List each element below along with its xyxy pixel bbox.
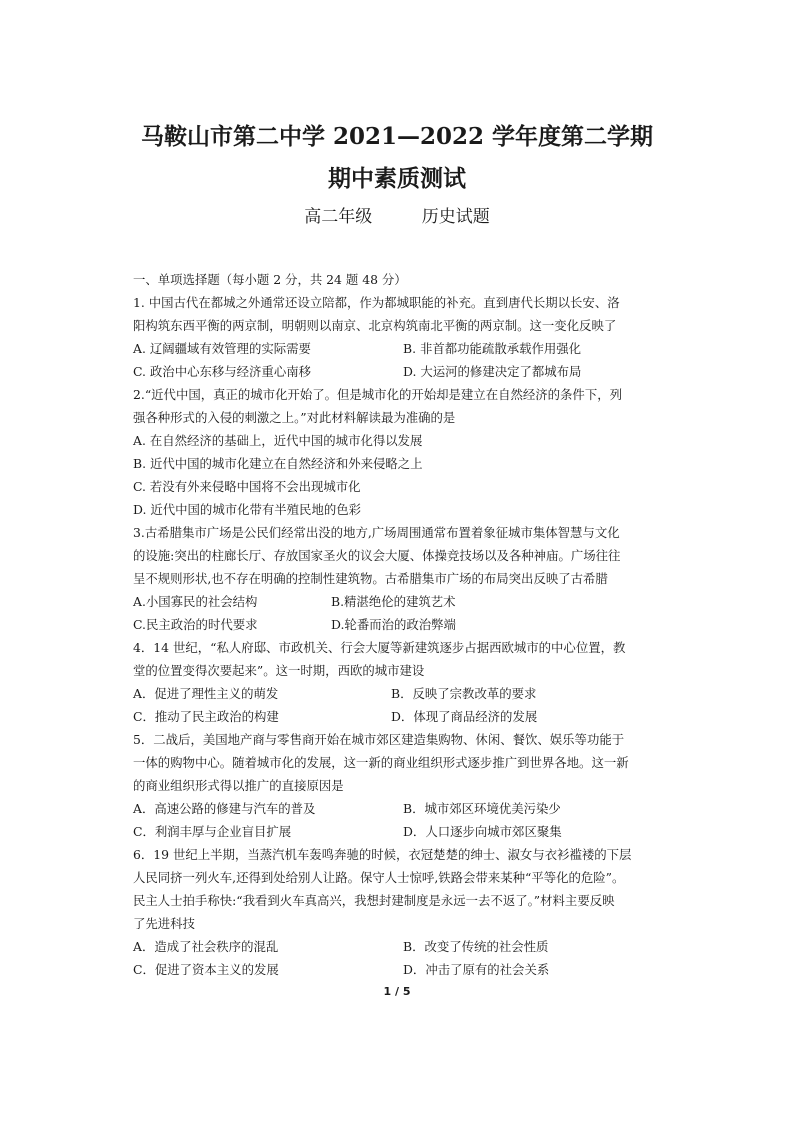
option-row	[133, 958, 673, 981]
option-b: B．城市郊区环境优美污染少	[403, 801, 561, 816]
option-row	[133, 705, 673, 728]
option-d: D.轮番而治的政治弊端	[331, 617, 456, 632]
question-3	[133, 521, 673, 636]
question-stem: 人民同挤一列火车,还得到处给别人让路。保守人士惊呼,铁路会带来某种“平等化的危险”。	[133, 870, 625, 885]
question-stem: 一体的购物中心。随着城市化的发展，这一新的商业组织形式逐步推广到世界各地。这一新	[133, 755, 629, 770]
section-heading: 一、单项选择题（每小题 2 分，共 24 题 48 分）	[133, 272, 407, 287]
option-a: A．促进了理性主义的萌发	[133, 686, 279, 701]
question-4	[133, 636, 673, 728]
exam-title-line2: 期中素质测试	[328, 165, 466, 192]
option-d: D．冲击了原有的社会关系	[403, 962, 550, 977]
subject-label: 历史试题	[421, 207, 490, 227]
question-stem: 6．19 世纪上半期，当蒸汽机车轰鸣奔驰的时候，衣冠楚楚的绅士、淑女与衣衫褴褛的下层	[133, 847, 632, 862]
question-stem: 的商业组织形式得以推广的直接原因是	[133, 778, 344, 793]
option-b: B．改变了传统的社会性质	[403, 939, 549, 954]
option-row	[133, 797, 673, 820]
option-row	[133, 360, 673, 383]
option-c: C. 政治中心东移与经济重心南移	[133, 364, 311, 379]
question-stem: 民主人士拍手称快:“我看到火车真高兴，我想封建制度是永远一去不返了。”材料主要反映	[133, 893, 615, 908]
question-stem: 呈不规则形状,也不存在明确的控制性建筑物。古希腊集市广场的布局突出反映了古希腊	[133, 571, 608, 586]
option-b: B. 近代中国的城市化建立在自然经济和外来侵略之上	[133, 456, 423, 471]
option-b: B. 非首都功能疏散承载作用强化	[403, 341, 582, 356]
option-row	[133, 590, 673, 613]
exam-title-line1: 马鞍山市第二中学 2021—2022 学年度第二学期	[140, 123, 654, 150]
option-c: C．利润丰厚与企业盲目扩展	[133, 824, 292, 839]
question-stem: 5．二战后，美国地产商与零售商开始在城市郊区建造集购物、休闲、餐饮、娱乐等功能于	[133, 732, 625, 747]
option-d: D. 大运河的修建决定了都城布局	[403, 364, 582, 379]
question-stem: 阳构筑东西平衡的两京制，明朝则以南京、北京构筑南北平衡的两京制。这一变化反映了	[133, 318, 617, 333]
question-stem: 3.古希腊集市广场是公民们经常出没的地方,广场周围通常布置着象征城市集体智慧与文化	[133, 525, 620, 540]
question-6	[133, 843, 673, 981]
option-row	[133, 682, 673, 705]
question-stem: 强各种形式的入侵的刺激之上。”对此材料解读最为准确的是	[133, 410, 456, 425]
option-c: C．促进了资本主义的发展	[133, 962, 279, 977]
option-d: D. 近代中国的城市化带有半殖民地的色彩	[133, 502, 362, 517]
question-stem: 了先进科技	[133, 916, 195, 931]
option-a: A. 在自然经济的基础上，近代中国的城市化得以发展	[133, 433, 423, 448]
question-stem: 的设施:突出的柱廊长厅、存放国家圣火的议会大厦、体操竞技场以及各种神庙。广场往往	[133, 548, 621, 563]
question-5	[133, 728, 673, 843]
question-stem: 堂的位置变得次要起来”。这一时期，西欧的城市建设	[133, 663, 425, 678]
exam-subtitle	[0, 202, 794, 227]
option-b: B．反映了宗教改革的要求	[391, 686, 537, 701]
option-b: B.精湛绝伦的建筑艺术	[331, 594, 456, 609]
option-a: A.小国寡民的社会结构	[133, 594, 258, 609]
option-d: D．体现了商品经济的发展	[391, 709, 538, 724]
page-number: 1 / 5	[383, 985, 411, 998]
option-a: A. 辽阔疆域有效管理的实际需要	[133, 341, 311, 356]
question-stem: 2.“近代中国，真正的城市化开始了。但是城市化的开始却是建立在自然经济的条件下，列	[133, 387, 622, 402]
question-list	[133, 268, 673, 981]
option-row	[133, 820, 673, 843]
grade-label: 高二年级	[304, 207, 373, 227]
option-c: C. 若没有外来侵略中国将不会出现城市化	[133, 479, 361, 494]
option-c: C.民主政治的时代要求	[133, 617, 258, 632]
option-row	[133, 613, 673, 636]
question-1	[133, 291, 673, 383]
option-row	[133, 935, 673, 958]
question-stem: 4．14 世纪，“私人府邸、市政机关、行会大厦等新建筑逐步占据西欧城市的中心位置，教	[133, 640, 626, 655]
option-row	[133, 337, 673, 360]
question-stem: 1. 中国古代在都城之外通常还设立陪都，作为都城职能的补充。直到唐代长期以长安、洛	[133, 295, 620, 310]
question-2	[133, 383, 673, 521]
option-c: C．推动了民主政治的构建	[133, 709, 279, 724]
option-a: A．造成了社会秩序的混乱	[133, 939, 279, 954]
option-a: A．高速公路的修建与汽车的普及	[133, 801, 316, 816]
option-d: D．人口逐步向城市郊区聚集	[403, 824, 562, 839]
